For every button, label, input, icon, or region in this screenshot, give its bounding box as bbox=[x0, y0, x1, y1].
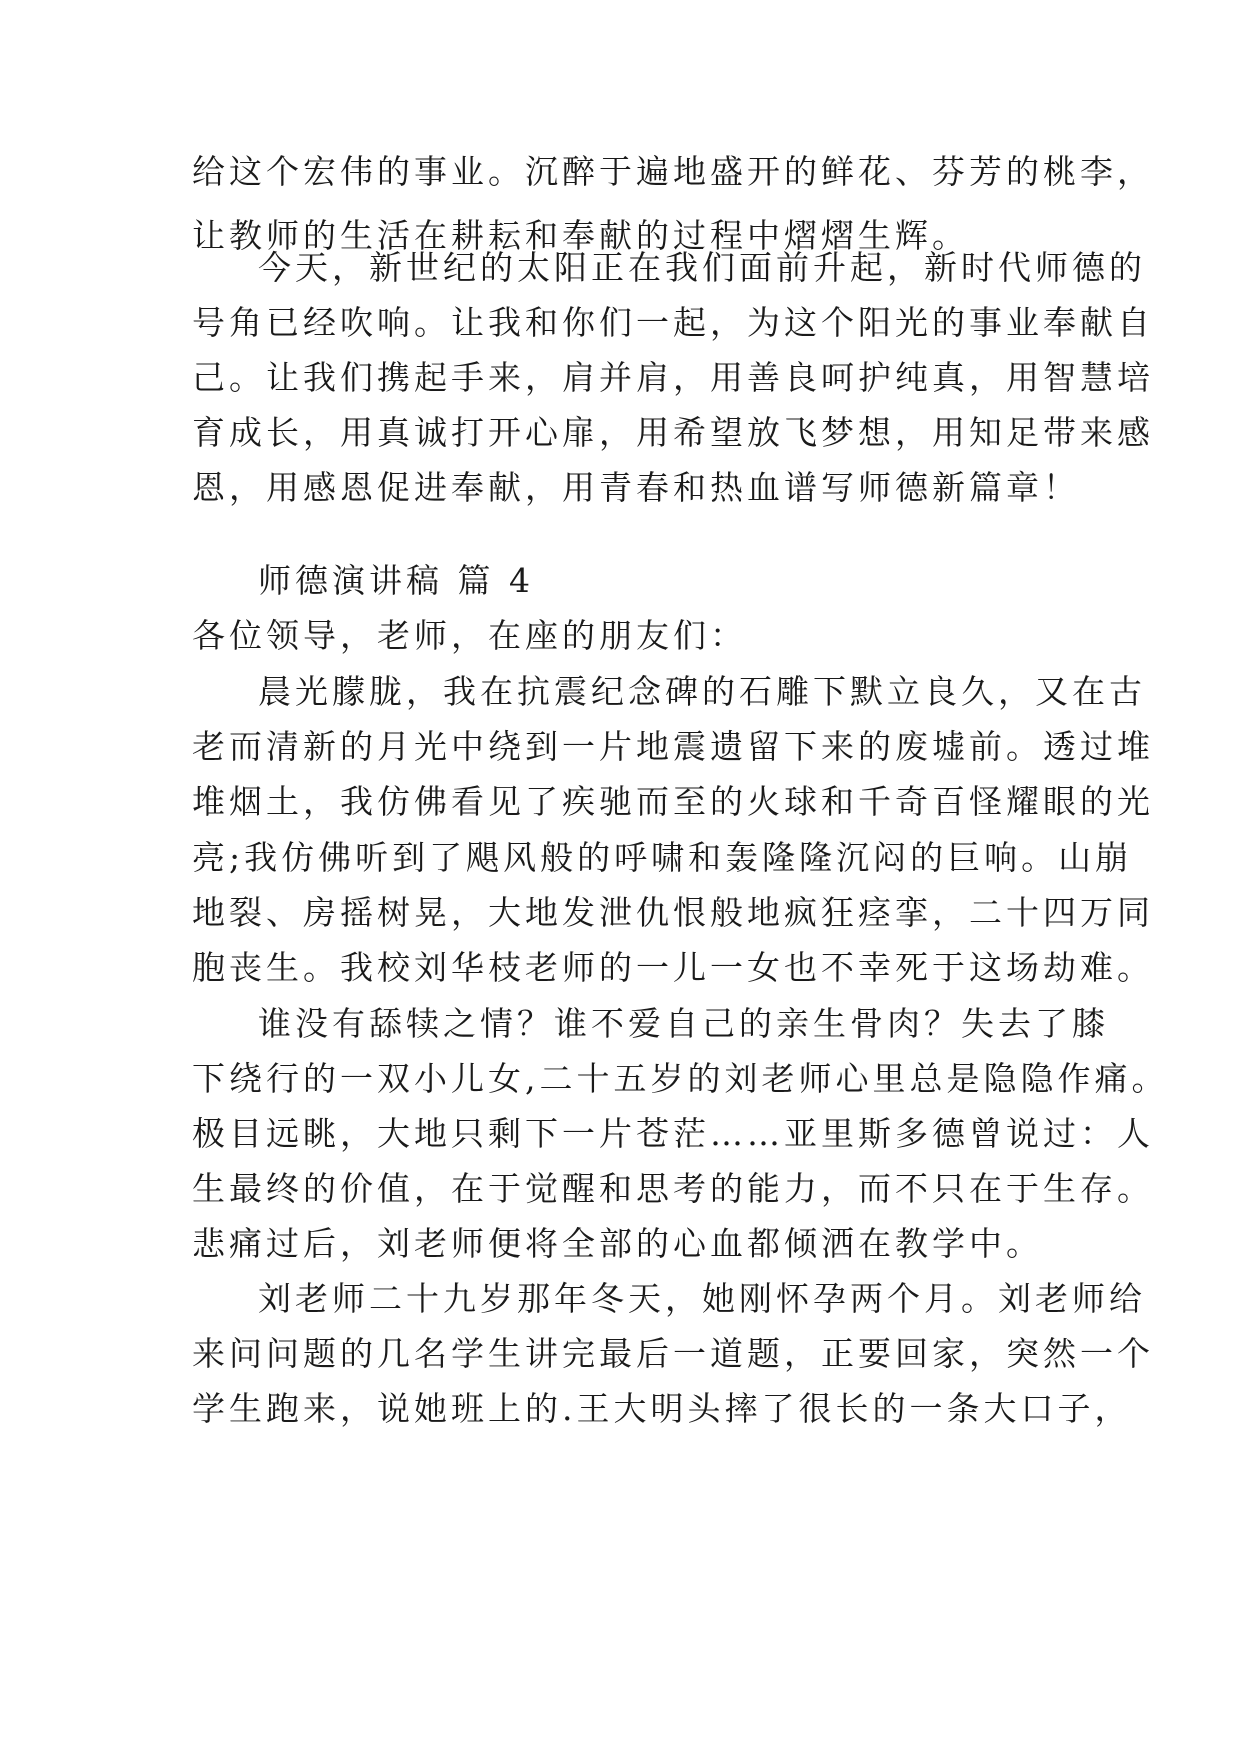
text-line: 来问问题的几名学生讲完最后一道题，正要回家，突然一个 bbox=[192, 1334, 1154, 1373]
text-line: 恩，用感恩促进奉献，用青春和热血谱写师德新篇章！ bbox=[192, 468, 1080, 507]
text-line: 育成长，用真诚打开心扉，用希望放飞梦想，用知足带来感 bbox=[192, 413, 1154, 452]
paragraph-first-line: 刘老师二十九岁那年冬天，她刚怀孕两个月。刘老师给 bbox=[258, 1279, 1146, 1318]
section-heading: 师德演讲稿 篇 4 bbox=[258, 561, 534, 600]
text-line: 号角已经吹响。让我和你们一起，为这个阳光的事业奉献自 bbox=[192, 303, 1154, 342]
greeting-line: 各位领导，老师，在座的朋友们： bbox=[192, 616, 747, 655]
text-line: 下绕行的一双小儿女,二十五岁的刘老师心里总是隐隐作痛。 bbox=[192, 1059, 1169, 1098]
text-line: 胞丧生。我校刘华枝老师的一儿一女也不幸死于这场劫难。 bbox=[192, 948, 1154, 987]
text-line: 极目远眺，大地只剩下一片苍茫……亚里斯多德曾说过：人 bbox=[192, 1114, 1154, 1153]
text-line: 生最终的价值，在于觉醒和思考的能力，而不只在于生存。 bbox=[192, 1169, 1154, 1208]
paragraph-first-line: 谁没有舔犊之情？谁不爱自己的亲生骨肉？失去了膝 bbox=[258, 1004, 1109, 1043]
text-line: 让教师的生活在耕耘和奉献的过程中熠熠生辉。 bbox=[192, 216, 969, 255]
text-line: 学生跑来，说她班上的.王大明头摔了很长的一条大口子， bbox=[192, 1389, 1132, 1428]
paragraph-first-line: 晨光朦胧，我在抗震纪念碑的石雕下默立良久，又在古 bbox=[258, 672, 1146, 711]
text-line: 亮;我仿佛听到了飓风般的呼啸和轰隆隆沉闷的巨响。山崩 bbox=[192, 838, 1133, 877]
text-line: 给这个宏伟的事业。沉醉于遍地盛开的鲜花、芬芳的桃李， bbox=[192, 152, 1154, 191]
text-line: 堆烟土，我仿佛看见了疾驰而至的火球和千奇百怪耀眼的光 bbox=[192, 782, 1154, 821]
paragraph-first-line: 今天，新世纪的太阳正在我们面前升起，新时代师德的 bbox=[258, 248, 1146, 287]
text-line: 老而清新的月光中绕到一片地震遗留下来的废墟前。透过堆 bbox=[192, 727, 1154, 766]
text-line: 己。让我们携起手来，肩并肩，用善良呵护纯真，用智慧培 bbox=[192, 358, 1154, 397]
text-line: 地裂、房摇树晃，大地发泄仇恨般地疯狂痉挛，二十四万同 bbox=[192, 893, 1154, 932]
text-line: 悲痛过后，刘老师便将全部的心血都倾洒在教学中。 bbox=[192, 1224, 1043, 1263]
